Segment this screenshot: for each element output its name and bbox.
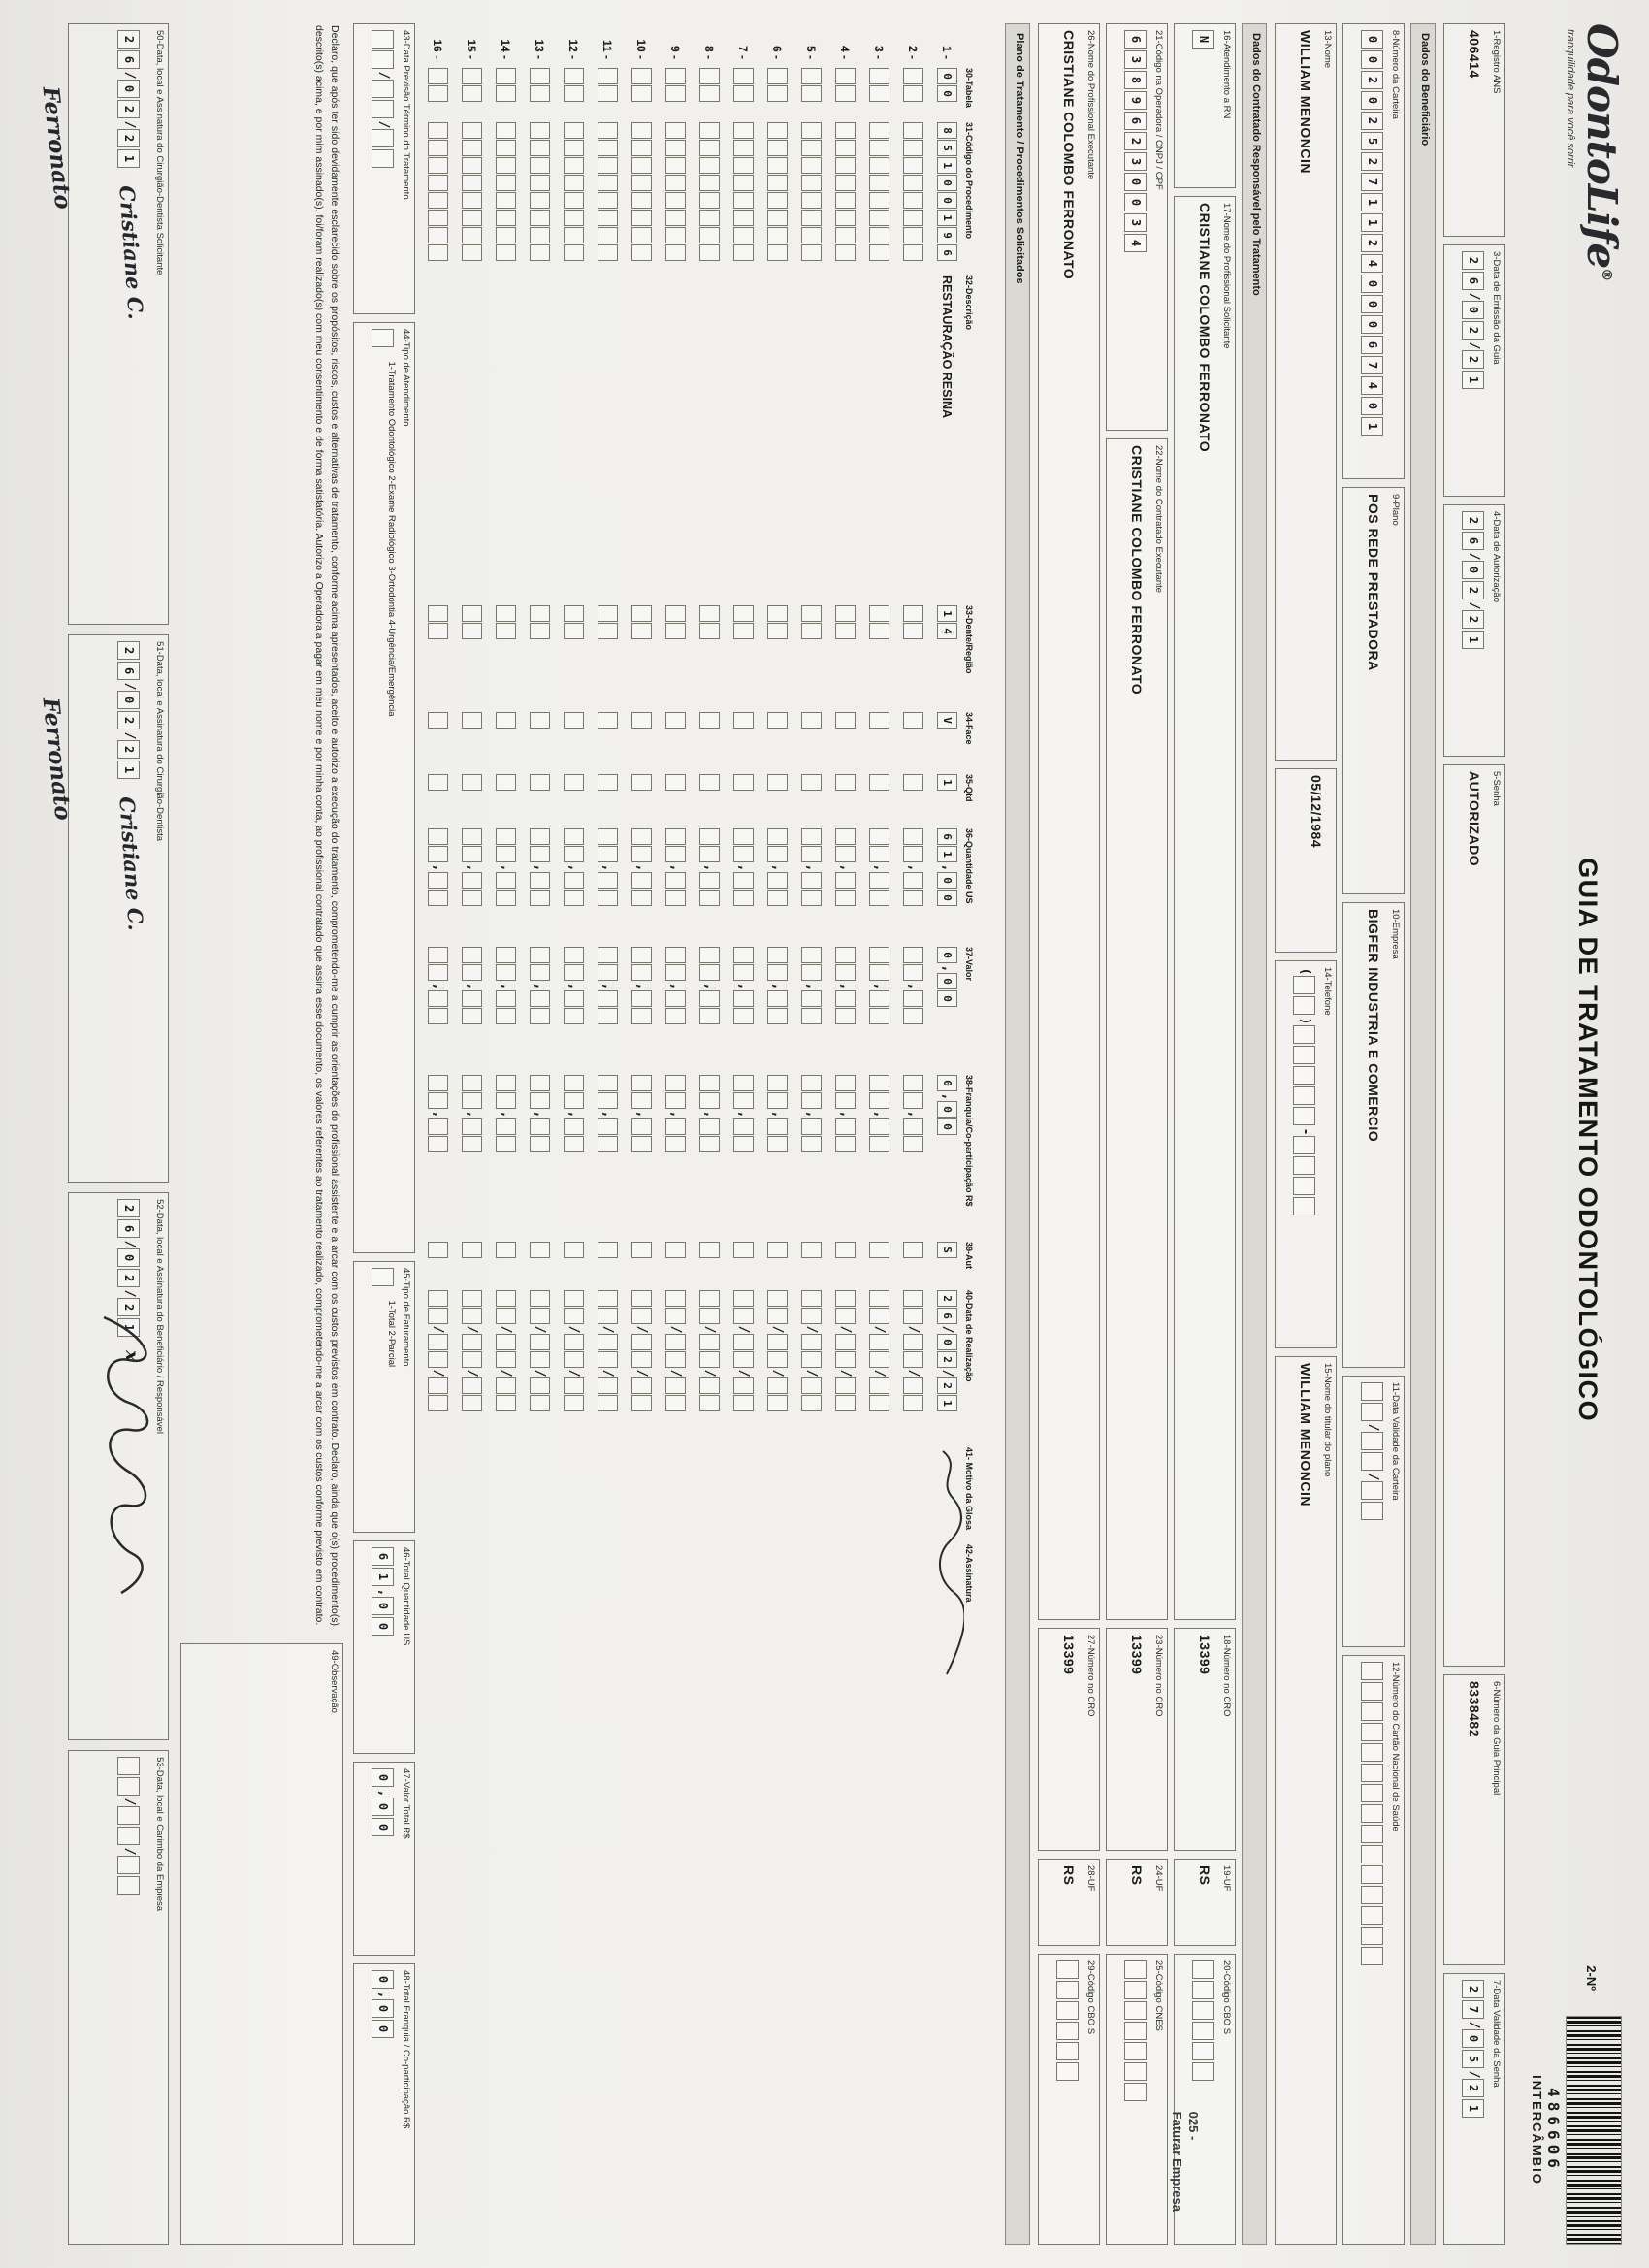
- cell-franquia: ,: [631, 1073, 652, 1240]
- field-data-autorizacao: 4-Data de Autorização 26/02/21: [1443, 504, 1505, 757]
- field-cartao-nacional-saude: 12-Número do Cartão Nacional de Saúde: [1342, 1655, 1405, 2245]
- row-number: 9 -: [668, 45, 683, 59]
- cell-codigo: [699, 120, 720, 274]
- procedure-row: [862, 23, 896, 2245]
- cell-tabela: 00: [937, 66, 957, 120]
- cell-dente: [801, 603, 822, 710]
- cell-dente: 14: [937, 603, 957, 710]
- cell-data: //: [903, 1288, 923, 1445]
- procedure-row: [794, 23, 828, 2245]
- cell-codigo: [733, 120, 754, 274]
- cell-dente: [733, 603, 754, 710]
- handwritten-signature-surname: Ferronato: [37, 84, 77, 211]
- cell-face: [835, 710, 856, 772]
- cell-face: [462, 710, 482, 772]
- cell-valor: ,: [564, 945, 584, 1073]
- procedure-row: [760, 23, 794, 2245]
- cell-codigo: [903, 120, 923, 274]
- cell-qtd_us: 61,00: [937, 826, 957, 945]
- field-cro-executante: 23-Número no CRO 13399: [1106, 1628, 1168, 1851]
- cell-qtd_us: ,: [801, 826, 822, 945]
- cell-data: //: [428, 1288, 448, 1445]
- logo-wordmark: OdontoLife®: [1578, 23, 1626, 281]
- procedure-row: [727, 23, 760, 2245]
- cell-qtd_us: ,: [598, 826, 618, 945]
- logo-tagline: tranquilidade para você sorrir: [1565, 29, 1576, 168]
- cell-dente: [631, 603, 652, 710]
- field-assinatura-dentista: 51-Data, local e Assinatura do Cirurgião-Dentista 26/02/21 Cristiane C. Ferronato: [68, 634, 169, 1183]
- procedure-table-header: [964, 23, 999, 2245]
- field-uf-executante: 24-UF RS: [1106, 1859, 1168, 1946]
- row-profissional-executante: [1038, 23, 1100, 2245]
- cell-qtd_us: ,: [699, 826, 720, 945]
- barcode-block: [1530, 2016, 1622, 2245]
- cell-franquia: ,: [496, 1073, 516, 1240]
- cell-face: [530, 710, 550, 772]
- cell-qtd: [801, 772, 822, 826]
- cell-valor: ,: [462, 945, 482, 1073]
- cell-tabela: [733, 66, 754, 120]
- cell-data: //: [564, 1288, 584, 1445]
- cell-assinatura: [930, 1445, 964, 2245]
- row-number: 13 -: [533, 39, 547, 59]
- row-number: 3 -: [872, 45, 887, 59]
- cell-tabela: [598, 66, 618, 120]
- field-data-emissao: 3-Data de Emissão da Guia 26/02/21: [1443, 244, 1505, 497]
- cell-franquia: ,: [598, 1073, 618, 1240]
- cell-aut: [428, 1240, 448, 1288]
- x-mark: x: [121, 1350, 143, 1362]
- cell-qtd: [530, 772, 550, 826]
- column-header-glosa-assinatura: 41- Motivo da Glosa 42-Assinatura: [964, 1447, 975, 1603]
- cell-franquia: ,: [462, 1073, 482, 1240]
- cell-qtd: [631, 772, 652, 826]
- field-observacao: 49-Observação: [180, 1643, 343, 2245]
- cell-valor: ,: [496, 945, 516, 1073]
- row-number: 6 -: [770, 45, 785, 59]
- cell-qtd: [496, 772, 516, 826]
- form-title: GUIA DE TRATAMENTO ODONTOLÓGICO: [1573, 858, 1602, 1423]
- cell-franquia: ,: [665, 1073, 686, 1240]
- field-senha: 5-Senha AUTORIZADO: [1443, 764, 1505, 1667]
- cell-dente: [665, 603, 686, 710]
- cell-valor: ,: [699, 945, 720, 1073]
- tipo-faturamento-options: 1-Total 2-Parcial: [386, 1300, 397, 1368]
- procedure-row: [421, 23, 455, 2245]
- cell-aut: [733, 1240, 754, 1288]
- cell-face: [631, 710, 652, 772]
- cell-data: //: [496, 1288, 516, 1445]
- cell-qtd_us: ,: [530, 826, 550, 945]
- field-atendimento-rn: 16-Atendimento a RN N: [1174, 23, 1236, 188]
- cell-tabela: [665, 66, 686, 120]
- tipo-atendimento-options: 1-Tratamento Odontológico 2-Exame Radiológico 3-Ortodontia 4-Urgência/Emergência: [386, 361, 397, 717]
- cell-dente: [428, 603, 448, 710]
- cell-tabela: [835, 66, 856, 120]
- cell-valor: ,: [835, 945, 856, 1073]
- cell-dente: [903, 603, 923, 710]
- column-header-franquia: 38-Franquia/Co-participação R$: [964, 1075, 975, 1207]
- cell-data: //: [801, 1288, 822, 1445]
- cell-dente: [598, 603, 618, 710]
- cell-qtd_us: ,: [767, 826, 788, 945]
- procedure-row: [930, 23, 964, 2245]
- cell-qtd_us: ,: [733, 826, 754, 945]
- field-previsao-termino: 43-Data Previsão Término do Tratamento //: [353, 23, 415, 314]
- barcode-number: 486606: [1544, 2088, 1563, 2173]
- cell-franquia: ,: [869, 1073, 889, 1240]
- cell-valor: ,: [530, 945, 550, 1073]
- cell-qtd_us: ,: [462, 826, 482, 945]
- field-validade-senha: 7-Data Validade da Senha 27/05/21: [1443, 1973, 1505, 2245]
- cell-aut: [699, 1240, 720, 1288]
- handwritten-scribble: [74, 1310, 162, 1601]
- cell-data: //: [835, 1288, 856, 1445]
- cell-face: [496, 710, 516, 772]
- cell-data: //: [699, 1288, 720, 1445]
- cell-franquia: ,: [428, 1073, 448, 1240]
- cell-dente: [462, 603, 482, 710]
- procedures-body: [421, 23, 964, 2245]
- field-registro-ans: 1-Registro ANS 406414: [1443, 23, 1505, 237]
- cell-face: [869, 710, 889, 772]
- cell-face: [699, 710, 720, 772]
- cell-franquia: 0,00: [937, 1073, 957, 1240]
- cell-aut: [530, 1240, 550, 1288]
- cell-franquia: ,: [903, 1073, 923, 1240]
- row-number: 10 -: [634, 39, 649, 59]
- row-number: 1 -: [940, 45, 954, 59]
- cell-valor: ,: [428, 945, 448, 1073]
- row-carteira: [1342, 23, 1405, 2245]
- cell-tabela: [530, 66, 550, 120]
- cell-codigo: [835, 120, 856, 274]
- field-assinatura-solicitante: 50-Data, local e Assinatura do Cirurgião-Dentista Solicitante 26/02/21 Cristiane C. Ferronato: [68, 23, 169, 625]
- row-solicitante: [1170, 23, 1236, 2245]
- cell-qtd_us: ,: [496, 826, 516, 945]
- barcode-type: INTERCÂMBIO: [1530, 2075, 1544, 2186]
- cell-qtd_us: ,: [835, 826, 856, 945]
- cell-qtd: [462, 772, 482, 826]
- cell-data: //: [767, 1288, 788, 1445]
- field-tipo-atendimento: 44-Tipo de Atendimento 1-Tratamento Odontológico 2-Exame Radiológico 3-Ortodontia 4-Urgência/Emergência: [353, 322, 415, 1253]
- field-uf-profissional: 28-UF RS: [1038, 1859, 1100, 1946]
- cell-valor: ,: [733, 945, 754, 1073]
- cell-data: //: [462, 1288, 482, 1445]
- cell-valor: ,: [767, 945, 788, 1073]
- cell-tabela: [428, 66, 448, 120]
- cell-qtd: [733, 772, 754, 826]
- cell-franquia: ,: [767, 1073, 788, 1240]
- column-header-aut: 39-Aut: [964, 1242, 975, 1270]
- column-header-valor: 37-Valor: [964, 947, 975, 982]
- cell-qtd: [767, 772, 788, 826]
- row-number: 15 -: [465, 39, 479, 59]
- cell-qtd_us: ,: [903, 826, 923, 945]
- field-tipo-faturamento: 45-Tipo de Faturamento 1-Total 2-Parcial: [353, 1261, 415, 1533]
- cell-codigo: [428, 120, 448, 274]
- cell-dente: [496, 603, 516, 710]
- cell-aut: [869, 1240, 889, 1288]
- cell-valor: ,: [598, 945, 618, 1073]
- cell-dente: [767, 603, 788, 710]
- cell-data: 26/02/21: [937, 1288, 957, 1445]
- field-carimbo-empresa: 53-Data, local e Carimbo da Empresa //: [68, 1750, 169, 2245]
- cell-qtd_us: ,: [564, 826, 584, 945]
- cell-qtd_us: ,: [869, 826, 889, 945]
- barcode: [1566, 2016, 1622, 2245]
- cell-tabela: [496, 66, 516, 120]
- handwritten-signature-surname: Ferronato: [37, 697, 77, 823]
- cell-codigo: [496, 120, 516, 274]
- column-header-qtd: 35-Qtd: [964, 774, 975, 802]
- field-total-franquia: 48-Total Franquia / Co-participação R$ 0,00: [353, 1963, 415, 2245]
- procedure-row: [693, 23, 727, 2245]
- procedure-row: [659, 23, 693, 2245]
- cell-codigo: [767, 120, 788, 274]
- row-number: 4 -: [838, 45, 853, 59]
- cell-aut: [665, 1240, 686, 1288]
- cell-qtd_us: ,: [665, 826, 686, 945]
- cell-dente: [564, 603, 584, 710]
- cell-codigo: [564, 120, 584, 274]
- column-header-data: 40-Data de Realização: [964, 1290, 975, 1382]
- cell-face: [903, 710, 923, 772]
- field-profissional-executante: 26-Nome do Profissional Executante CRISTIANE COLOMBO FERRONATO: [1038, 23, 1100, 1620]
- section-beneficiario-title: Dados do Beneficiário: [1410, 23, 1436, 2245]
- cell-aut: [496, 1240, 516, 1288]
- cell-codigo: [665, 120, 686, 274]
- cell-data: //: [869, 1288, 889, 1445]
- cell-aut: [835, 1240, 856, 1288]
- field-assinatura-beneficiario: 52-Data, local e Assinatura do Beneficiário / Responsável 26/02/21 x: [68, 1192, 169, 1740]
- cell-franquia: ,: [733, 1073, 754, 1240]
- odontolife-logo: [1565, 23, 1632, 324]
- row-totais: [353, 23, 415, 2245]
- procedure-row: [896, 23, 930, 2245]
- cell-aut: [767, 1240, 788, 1288]
- cell-tabela: [631, 66, 652, 120]
- field-uf-solicitante: 19-UF RS: [1174, 1859, 1236, 1946]
- row-contratado-executante: [1106, 23, 1168, 2245]
- field-contratado-executante: 22-Nome do Contratado Executante CRISTIANE COLOMBO FERRONATO: [1106, 438, 1168, 1620]
- cell-franquia: ,: [699, 1073, 720, 1240]
- cell-codigo: [462, 120, 482, 274]
- row-number: 14 -: [499, 39, 513, 59]
- cell-tabela: [801, 66, 822, 120]
- cell-data: //: [733, 1288, 754, 1445]
- cell-valor: ,: [903, 945, 923, 1073]
- cell-tabela: [564, 66, 584, 120]
- cell-tabela: [869, 66, 889, 120]
- field-empresa: 10-Empresa BIGFER INDUSTRIA E COMERCIO: [1342, 902, 1405, 1368]
- field-nome: 13-Nome WILLIAM MENONCIN: [1275, 23, 1337, 761]
- guide-number-label: 2-Nº: [1584, 1965, 1599, 1991]
- cell-qtd: [835, 772, 856, 826]
- column-header-dente: 33-Dente/Região: [964, 605, 975, 674]
- field-profissional-solicitante: 17-Nome do Profissional Solicitante CRISTIANE COLOMBO FERRONATO: [1174, 196, 1236, 1620]
- cell-face: [428, 710, 448, 772]
- cell-valor: 0,00: [937, 945, 957, 1073]
- declaration-band: [180, 23, 343, 2245]
- signatures-row: [37, 23, 169, 2245]
- cell-face: [801, 710, 822, 772]
- declaration-text: Declaro, que após ter sido devidamente esclarecido sobre os propósitos, riscos, custos e alternativas de tratamento, conforme acima apresentados, aceito e autorizo a execução do tratamento, comprometendo-me a cumprir as orientações do profissional assistente e a arcar com os custos previstos em contrato. Declaro, ainda que o(s) procedimento(s) descrito(s) acima, e por mim assinado(s), foi/foram realizado(s) com meu consentimento e de forma satisfatória. Autorizo a Operadora a pagar em meu nome e por minha conta, ao profissional contratado que assina esse documento, os valores referentes ao tratamento realizado, comprometendo-me a arcar com os custos conforme previsto em contrato.: [313, 25, 340, 1626]
- cell-franquia: ,: [835, 1073, 856, 1240]
- field-numero-carteira: 8-Número da Carteira 00202527112400067401: [1342, 23, 1405, 479]
- column-header-qtd_us: 36-Quantidade US: [964, 828, 975, 904]
- cell-face: [665, 710, 686, 772]
- cell-dente: [869, 603, 889, 710]
- cell-face: [598, 710, 618, 772]
- cell-aut: [462, 1240, 482, 1288]
- row-number: 16 -: [431, 39, 445, 59]
- cell-franquia: ,: [801, 1073, 822, 1240]
- cell-valor: ,: [801, 945, 822, 1073]
- cell-tabela: [903, 66, 923, 120]
- cell-aut: [631, 1240, 652, 1288]
- row-number: 12 -: [566, 39, 581, 59]
- column-header-tabela: 30-Tabela: [964, 68, 975, 108]
- cell-qtd: [903, 772, 923, 826]
- cell-face: [767, 710, 788, 772]
- cell-codigo: [801, 120, 822, 274]
- cell-dente: [835, 603, 856, 710]
- cell-codigo: [598, 120, 618, 274]
- row-number: 8 -: [702, 45, 717, 59]
- procedure-row: [591, 23, 625, 2245]
- cell-tabela: [767, 66, 788, 120]
- row-number: 2 -: [906, 45, 921, 59]
- cell-qtd: [428, 772, 448, 826]
- cell-codigo: [530, 120, 550, 274]
- cell-dente: [530, 603, 550, 710]
- row-number: 7 -: [736, 45, 751, 59]
- handwritten-signature: Cristiane C.: [114, 184, 149, 321]
- field-valor-total: 47-Valor Total R$ 0,00: [353, 1762, 415, 1956]
- cell-face: [564, 710, 584, 772]
- row-nome-beneficiario: [1275, 23, 1337, 2245]
- cell-aut: [564, 1240, 584, 1288]
- cell-qtd: [665, 772, 686, 826]
- field-codigo-operadora: 21-Código na Operadora / CNPJ / CPF 63896230034: [1106, 23, 1168, 431]
- column-header-descricao: 32-Descrição: [964, 275, 975, 331]
- field-plano: 9-Plano POS REDE PRESTADORA: [1342, 487, 1405, 894]
- cell-qtd: 1: [937, 772, 957, 826]
- field-cro-profissional: 27-Número no CRO 13399: [1038, 1628, 1100, 1851]
- cell-qtd: [869, 772, 889, 826]
- cell-data: //: [530, 1288, 550, 1445]
- column-header-codigo: 31-Código do Procedimento: [964, 122, 975, 240]
- cell-valor: ,: [631, 945, 652, 1073]
- procedure-row: [455, 23, 489, 2245]
- field-cnes: 25-Código CNES: [1106, 1954, 1168, 2245]
- faturar-empresa-stamp: 025 - Faturar Empresa: [1170, 2111, 1201, 2212]
- cell-qtd: [564, 772, 584, 826]
- cell-qtd_us: ,: [428, 826, 448, 945]
- cell-franquia: ,: [530, 1073, 550, 1240]
- cell-codigo: [869, 120, 889, 274]
- handwritten-signature: Cristiane C.: [114, 795, 149, 932]
- row-registro: [1443, 23, 1505, 2245]
- cell-aut: [801, 1240, 822, 1288]
- cell-tabela: [462, 66, 482, 120]
- cell-aut: [903, 1240, 923, 1288]
- cell-tabela: [699, 66, 720, 120]
- cell-codigo: 85100196: [937, 120, 957, 274]
- form-header: [1511, 23, 1632, 2245]
- field-cro-solicitante: 18-Número no CRO 13399: [1174, 1628, 1236, 1851]
- cell-franquia: ,: [564, 1073, 584, 1240]
- section-plano-title: Plano de Tratamento / Procedimentos Solicitados: [1005, 23, 1030, 2245]
- field-cbo-profissional: 29-Código CBO S: [1038, 1954, 1100, 2245]
- column-header-face: 34-Face: [964, 712, 975, 745]
- cell-aut: S: [937, 1240, 957, 1288]
- registered-mark: ®: [1599, 268, 1614, 281]
- procedure-row: [523, 23, 557, 2245]
- cell-data: //: [665, 1288, 686, 1445]
- cell-qtd: [598, 772, 618, 826]
- cell-data: //: [631, 1288, 652, 1445]
- procedure-row: [625, 23, 659, 2245]
- section-contratado-title: Dados do Contratado Responsável pelo Tratamento: [1242, 23, 1267, 2245]
- cell-dente: [699, 603, 720, 710]
- cell-aut: [598, 1240, 618, 1288]
- cell-data: //: [598, 1288, 618, 1445]
- row-number: 11 -: [600, 39, 615, 59]
- cell-qtd: [699, 772, 720, 826]
- cell-qtd_us: ,: [631, 826, 652, 945]
- cell-valor: ,: [665, 945, 686, 1073]
- procedure-row: [828, 23, 862, 2245]
- field-cbo-solicitante: 20-Código CBO S: [1174, 1954, 1236, 2245]
- cell-face: V: [937, 710, 957, 772]
- cell-face: [733, 710, 754, 772]
- procedure-row: [489, 23, 523, 2245]
- procedure-row: [557, 23, 591, 2245]
- field-validade-carteira: 11-Data Validade da Carteira //: [1342, 1376, 1405, 1647]
- cell-valor: ,: [869, 945, 889, 1073]
- row-number: 5 -: [804, 45, 819, 59]
- field-nascimento: 05/12/1984: [1275, 768, 1337, 953]
- cell-descricao: RESTAURAÇÃO RESINA: [940, 275, 954, 418]
- field-guia-principal: 6-Número da Guia Principal 8338482: [1443, 1674, 1505, 1965]
- field-telefone: 14-Telefone ()-: [1275, 960, 1337, 1348]
- field-total-quantidade-us: 46-Total Quantidade US 61,00: [353, 1540, 415, 1754]
- cell-codigo: [631, 120, 652, 274]
- field-titular-plano: 15-Nome do titular do plano WILLIAM MENONCIN: [1275, 1356, 1337, 2245]
